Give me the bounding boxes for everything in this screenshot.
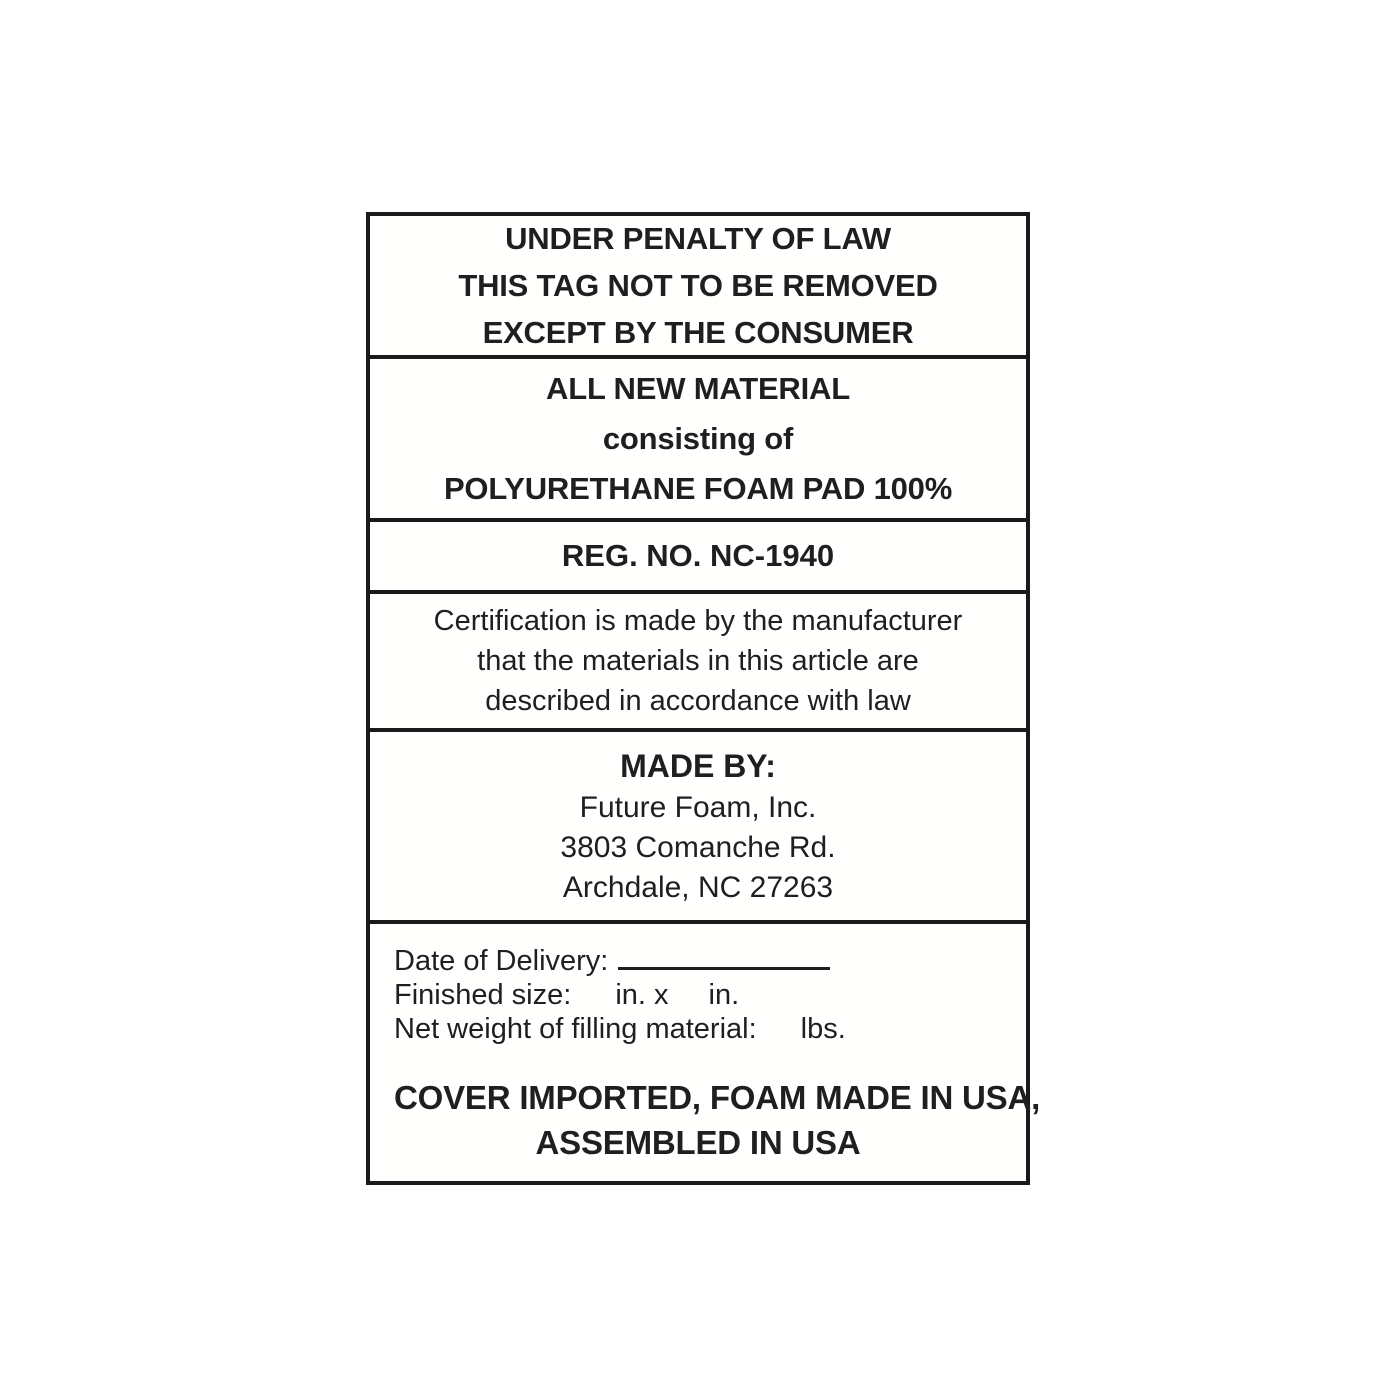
origin-statement (394, 1075, 1041, 1171)
finished-size-unit-2: in. (708, 979, 740, 1011)
material-section (370, 355, 1026, 518)
origin-line-1: COVER IMPORTED, FOAM MADE IN USA, (394, 1079, 1041, 1116)
net-weight-row (394, 1012, 1002, 1046)
penalty-line-1: UNDER PENALTY OF LAW (505, 221, 891, 256)
manufacturer-name: Future Foam, Inc. (579, 791, 817, 824)
penalty-section (370, 216, 1026, 355)
finished-size-unit-1: in. x (615, 979, 669, 1011)
certification-line-1: Certification is made by the manufacturer (433, 605, 963, 637)
net-weight-label: Net weight of filling material: (394, 1013, 757, 1045)
penalty-line-3: EXCEPT BY THE CONSUMER (482, 315, 914, 350)
made-by-heading: MADE BY: (620, 748, 776, 784)
manufacturer-city: Archdale, NC 27263 (562, 871, 834, 904)
registration-number: REG. NO. NC-1940 (561, 538, 835, 573)
material-line-2: consisting of (602, 420, 794, 456)
material-line-3: POLYURETHANE FOAM PAD 100% (443, 470, 953, 506)
law-label (366, 212, 1041, 1185)
certification-line-3: described in accordance with law (485, 685, 911, 717)
date-of-delivery-row (394, 944, 1002, 978)
finished-size-row (394, 978, 1002, 1012)
manufacturer-street: 3803 Comanche Rd. (560, 831, 836, 864)
date-blank-line (618, 967, 830, 970)
net-weight-unit: lbs. (800, 1013, 846, 1045)
made-by-section (370, 728, 1026, 920)
origin-line-2: ASSEMBLED IN USA (535, 1124, 861, 1161)
certification-line-2: that the materials in this article are (477, 645, 919, 677)
date-of-delivery-label: Date of Delivery: (394, 945, 609, 977)
penalty-line-2: THIS TAG NOT TO BE REMOVED (458, 268, 938, 303)
certification-section (370, 590, 1026, 728)
registration-section (370, 518, 1026, 590)
material-line-1: ALL NEW MATERIAL (546, 370, 850, 406)
finished-size-label: Finished size: (394, 979, 572, 1011)
delivery-section (370, 920, 1041, 1181)
